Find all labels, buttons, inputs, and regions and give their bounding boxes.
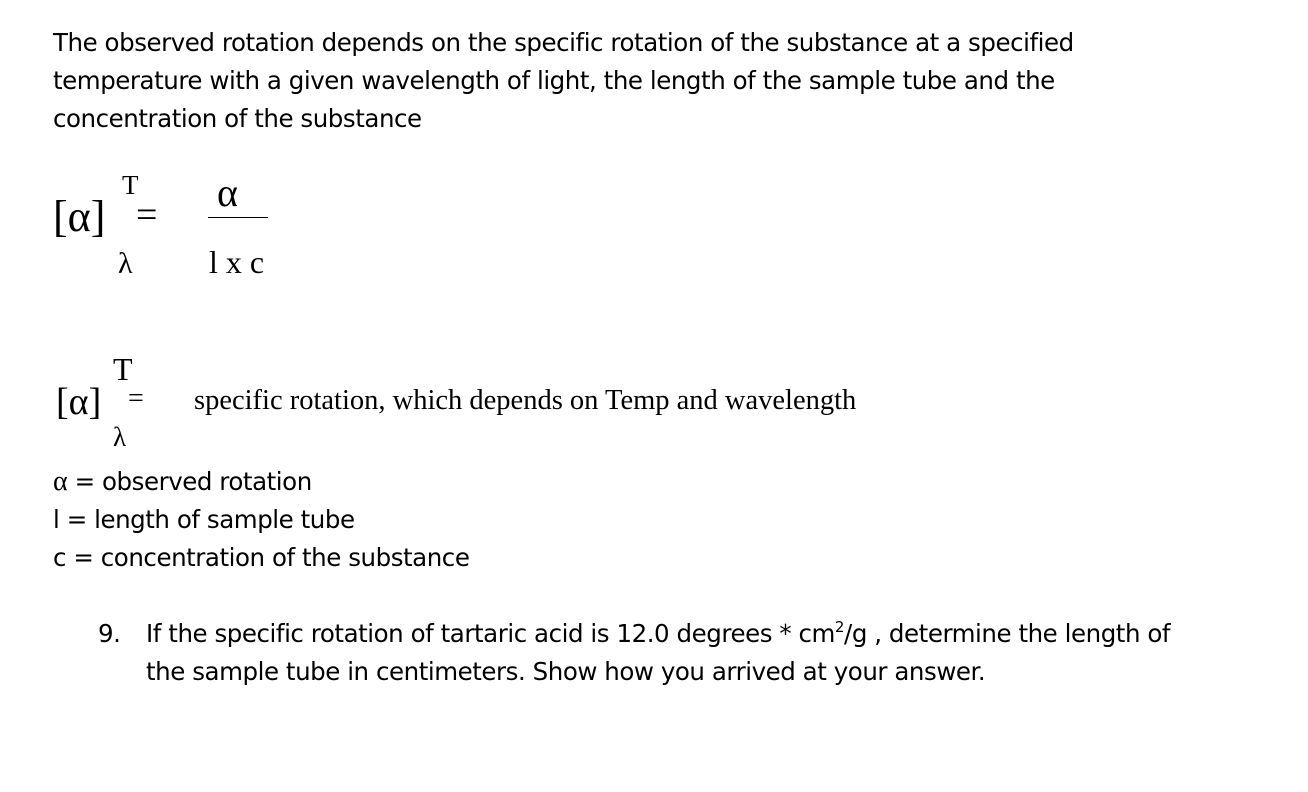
- definition-text: = concentration of the substance: [66, 543, 470, 572]
- question-text: [146, 615, 1256, 691]
- definition-item: [53, 539, 469, 577]
- question-number: 9.: [98, 619, 121, 648]
- intro-line: concentration of the substance: [53, 104, 422, 133]
- question-line-part: If the specific rotation of tartaric acid is 12.0 degrees * cm: [146, 619, 835, 648]
- definition-temperature-superscript: T: [113, 351, 133, 387]
- variable-definitions: [53, 463, 469, 577]
- intro-line: temperature with a given wavelength of light, the length of the sample tube and the: [53, 66, 1055, 95]
- formula-numerator: α: [217, 170, 238, 215]
- squared-superscript: 2: [834, 618, 845, 636]
- formula-denominator: l x c: [209, 244, 265, 280]
- question-line: the sample tube in centimeters. Show how you arrived at your answer.: [146, 657, 986, 686]
- fraction-bar: [208, 217, 268, 218]
- question-line-part: /g , determine the length of: [844, 619, 1171, 648]
- definition-equals-sign: =: [128, 383, 144, 414]
- definition-item: [53, 501, 469, 539]
- formula-lhs: [α]: [53, 192, 106, 241]
- definition-symbol: α: [53, 466, 68, 497]
- definition-item: [53, 463, 469, 501]
- specific-rotation-description: specific rotation, which depends on Temp and wavelength: [194, 385, 857, 416]
- definition-text: = observed rotation: [67, 467, 312, 496]
- definition-symbol: l: [53, 505, 60, 534]
- intro-line: The observed rotation depends on the specific rotation of the substance at a specified: [53, 28, 1074, 57]
- question-line: [146, 615, 1256, 653]
- formula-temperature-superscript: T: [122, 170, 139, 200]
- definition-symbol: c: [53, 543, 67, 572]
- intro-paragraph: [53, 24, 1213, 138]
- formula-equals-sign: =: [136, 194, 158, 236]
- formula-wavelength-subscript: λ: [118, 247, 133, 280]
- definition-text: = length of sample tube: [59, 505, 355, 534]
- definition-wavelength-subscript: λ: [113, 422, 127, 452]
- definition-lhs: [α]: [56, 381, 102, 423]
